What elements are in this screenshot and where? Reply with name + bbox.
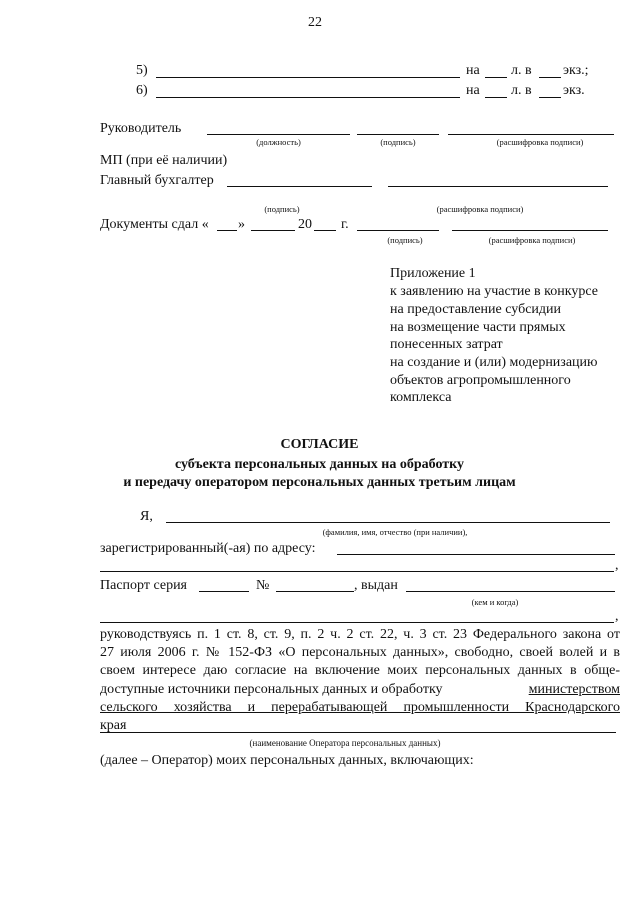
appendix-line: объектов агропромышленного bbox=[390, 373, 571, 388]
passport-label: Паспорт серия bbox=[100, 578, 187, 593]
copies-na: на bbox=[466, 83, 480, 98]
submitted-decoding-line[interactable] bbox=[452, 230, 608, 231]
submitted-g: г. bbox=[341, 217, 349, 232]
copies-na: на bbox=[466, 63, 480, 78]
appendix-line: понесенных затрат bbox=[390, 337, 503, 352]
operator-name-part: сельского хозяйства и перерабатывающей промышленности Краснодарского bbox=[100, 700, 620, 715]
stamp-label: МП (при её наличии) bbox=[100, 153, 228, 168]
page-number: 22 bbox=[308, 15, 322, 30]
consent-body-line-4 bbox=[100, 681, 620, 698]
accountant-decoding-caption: (расшифровка подписи) bbox=[436, 204, 524, 214]
copies-count-line[interactable] bbox=[539, 97, 561, 98]
consent-body-line: своем интересе даю согласие на включение моих персональных данных в обще- bbox=[100, 663, 620, 678]
appendix-line: комплекса bbox=[390, 390, 452, 405]
copies-count-line[interactable] bbox=[539, 77, 561, 78]
appendix-line: Приложение 1 bbox=[390, 266, 476, 281]
copies-document-line[interactable] bbox=[156, 97, 460, 98]
appendix-line: на предоставление субсидии bbox=[390, 302, 562, 317]
copies-l: л. в bbox=[511, 83, 532, 98]
head-signature-line[interactable] bbox=[357, 134, 439, 135]
consent-subtitle: субъекта персональных данных на обработку bbox=[174, 457, 465, 472]
consent-title: СОГЛАСИЕ bbox=[280, 437, 359, 452]
copies-ekz: экз.; bbox=[563, 63, 589, 78]
fio-caption: (фамилия, имя, отчество (при наличии), bbox=[322, 527, 468, 537]
operator-name-part: министерством bbox=[528, 682, 620, 697]
submitted-year-prefix: 20 bbox=[298, 217, 312, 232]
submitted-label: Документы сдал « bbox=[100, 217, 209, 232]
submitted-decoding-caption: (расшифровка подписи) bbox=[488, 235, 576, 245]
submitted-month-line[interactable] bbox=[251, 230, 295, 231]
accountant-signature-line[interactable] bbox=[227, 186, 372, 187]
submitted-quote-close: » bbox=[238, 217, 245, 232]
accountant-decoding-line[interactable] bbox=[388, 186, 608, 187]
fio-line[interactable] bbox=[166, 522, 610, 523]
decoding-caption: (расшифровка подписи) bbox=[496, 137, 584, 147]
operator-caption: (наименование Оператора персональных данных) bbox=[249, 738, 441, 748]
submitted-year-line[interactable] bbox=[314, 230, 336, 231]
signature-caption: (подпись) bbox=[380, 137, 416, 147]
appendix-line: на возмещение части прямых bbox=[390, 320, 566, 335]
copies-sheets-line[interactable] bbox=[485, 77, 507, 78]
address-label: зарегистрированный(-ая) по адресу: bbox=[100, 541, 316, 556]
appendix-line: на создание и (или) модернизацию bbox=[390, 355, 598, 370]
passport-number-line[interactable] bbox=[276, 591, 354, 592]
passport-issued-line[interactable] bbox=[406, 591, 615, 592]
copies-ekz: экз. bbox=[563, 83, 585, 98]
consent-subtitle: и передачу оператором персональных данных третьим лицам bbox=[123, 475, 516, 490]
accountant-label: Главный бухгалтер bbox=[100, 173, 214, 188]
copies-sheets-line[interactable] bbox=[485, 97, 507, 98]
address-line-2[interactable] bbox=[100, 571, 614, 572]
submitted-signature-caption: (подпись) bbox=[387, 235, 423, 245]
copies-document-line[interactable] bbox=[156, 77, 460, 78]
passport-issued-label: , выдан bbox=[354, 578, 398, 593]
address-line[interactable] bbox=[337, 554, 615, 555]
passport-comma: , bbox=[615, 609, 619, 624]
passport-number-label: № bbox=[256, 578, 270, 593]
copies-row-number: 5) bbox=[136, 63, 148, 78]
i-label: Я, bbox=[140, 509, 153, 524]
address-comma: , bbox=[615, 558, 619, 573]
appendix-line: к заявлению на участие в конкурсе bbox=[390, 284, 598, 299]
submitted-signature-line[interactable] bbox=[357, 230, 439, 231]
operator-name-part: края bbox=[100, 718, 127, 733]
passport-series-line[interactable] bbox=[199, 591, 249, 592]
passport-issued-line-2[interactable] bbox=[100, 622, 614, 623]
copies-row-number: 6) bbox=[136, 83, 148, 98]
head-label: Руководитель bbox=[100, 121, 182, 136]
consent-final-line: (далее – Оператор) моих персональных данных, включающих: bbox=[100, 753, 474, 768]
submitted-day-line[interactable] bbox=[217, 230, 237, 231]
consent-body-line: 27 июля 2006 г. № 152-ФЗ «О персональных данных», свободно, своей волей и в bbox=[100, 645, 620, 660]
head-decoding-line[interactable] bbox=[448, 134, 614, 135]
consent-body-line: руководствуясь п. 1 ст. 8, ст. 9, п. 2 ч. 2 ст. 22, ч. 3 ст. 23 Федерального закона от bbox=[100, 627, 620, 642]
position-caption: (должность) bbox=[256, 137, 301, 147]
head-position-line[interactable] bbox=[207, 134, 350, 135]
copies-l: л. в bbox=[511, 63, 532, 78]
operator-line[interactable] bbox=[100, 732, 616, 733]
consent-body-text: доступные источники персональных данных и обработку bbox=[100, 682, 443, 697]
accountant-signature-caption: (подпись) bbox=[264, 204, 300, 214]
issued-caption: (кем и когда) bbox=[471, 597, 519, 607]
